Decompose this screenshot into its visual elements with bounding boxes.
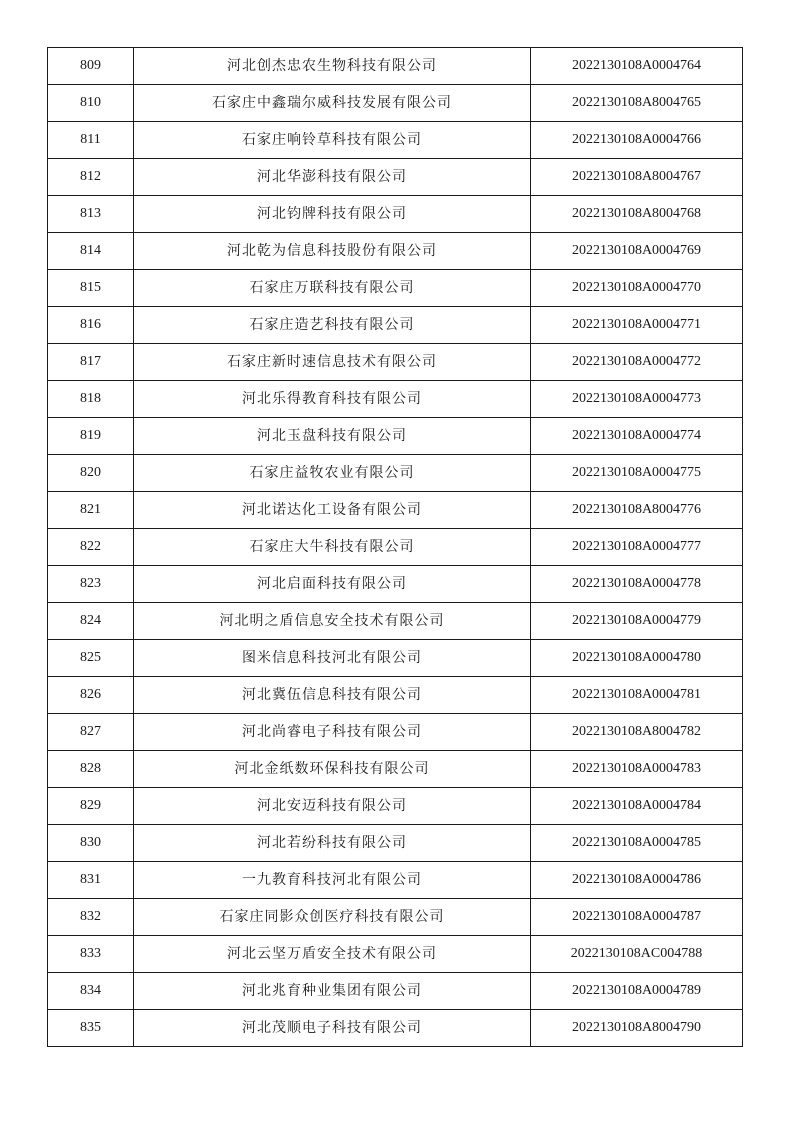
company-name-cell: 河北创杰忠农生物科技有限公司 <box>134 48 531 85</box>
company-name-cell: 石家庄中鑫瑞尔威科技发展有限公司 <box>134 85 531 122</box>
registration-code-cell: 2022130108A0004786 <box>531 862 743 899</box>
registration-code-cell: 2022130108A0004777 <box>531 529 743 566</box>
table-row <box>48 973 743 1010</box>
row-number-cell: 816 <box>48 307 134 344</box>
row-number-cell: 811 <box>48 122 134 159</box>
company-name-cell: 河北启面科技有限公司 <box>134 566 531 603</box>
company-name-cell: 石家庄万联科技有限公司 <box>134 270 531 307</box>
row-number-cell: 821 <box>48 492 134 529</box>
company-name-cell: 一九教育科技河北有限公司 <box>134 862 531 899</box>
table-row <box>48 603 743 640</box>
company-name-cell: 河北华澎科技有限公司 <box>134 159 531 196</box>
row-number-cell: 815 <box>48 270 134 307</box>
row-number-cell: 809 <box>48 48 134 85</box>
table-row <box>48 566 743 603</box>
registration-code-cell: 2022130108A0004784 <box>531 788 743 825</box>
table-row <box>48 233 743 270</box>
company-name-cell: 石家庄同影众创医疗科技有限公司 <box>134 899 531 936</box>
table-row <box>48 788 743 825</box>
registration-code-cell: 2022130108A0004764 <box>531 48 743 85</box>
registration-code-cell: 2022130108A0004772 <box>531 344 743 381</box>
company-name-cell: 河北若纷科技有限公司 <box>134 825 531 862</box>
row-number-cell: 813 <box>48 196 134 233</box>
company-name-cell: 石家庄益牧农业有限公司 <box>134 455 531 492</box>
company-name-cell: 河北云坚万盾安全技术有限公司 <box>134 936 531 973</box>
registration-code-cell: 2022130108A0004775 <box>531 455 743 492</box>
table-row <box>48 1010 743 1047</box>
row-number-cell: 832 <box>48 899 134 936</box>
registration-code-cell: 2022130108A8004776 <box>531 492 743 529</box>
company-name-cell: 图米信息科技河北有限公司 <box>134 640 531 677</box>
company-name-cell: 石家庄响铃草科技有限公司 <box>134 122 531 159</box>
registration-code-cell: 2022130108A0004769 <box>531 233 743 270</box>
registration-code-cell: 2022130108A0004787 <box>531 899 743 936</box>
row-number-cell: 820 <box>48 455 134 492</box>
table-row <box>48 862 743 899</box>
table-row <box>48 455 743 492</box>
table-row <box>48 85 743 122</box>
company-name-cell: 河北乾为信息科技股份有限公司 <box>134 233 531 270</box>
registration-code-cell: 2022130108A0004789 <box>531 973 743 1010</box>
company-name-cell: 河北诺达化工设备有限公司 <box>134 492 531 529</box>
company-name-cell: 石家庄新时速信息技术有限公司 <box>134 344 531 381</box>
table-row <box>48 492 743 529</box>
registration-code-cell: 2022130108A8004767 <box>531 159 743 196</box>
registration-code-cell: 2022130108AC004788 <box>531 936 743 973</box>
row-number-cell: 819 <box>48 418 134 455</box>
registration-code-cell: 2022130108A0004771 <box>531 307 743 344</box>
table-row <box>48 270 743 307</box>
company-name-cell: 河北茂顺电子科技有限公司 <box>134 1010 531 1047</box>
row-number-cell: 817 <box>48 344 134 381</box>
registration-code-cell: 2022130108A0004781 <box>531 677 743 714</box>
table-body <box>48 48 743 1047</box>
row-number-cell: 823 <box>48 566 134 603</box>
registration-code-cell: 2022130108A8004768 <box>531 196 743 233</box>
row-number-cell: 824 <box>48 603 134 640</box>
registration-code-cell: 2022130108A0004779 <box>531 603 743 640</box>
registration-code-cell: 2022130108A8004782 <box>531 714 743 751</box>
company-name-cell: 河北钧牌科技有限公司 <box>134 196 531 233</box>
row-number-cell: 827 <box>48 714 134 751</box>
row-number-cell: 818 <box>48 381 134 418</box>
table-row <box>48 196 743 233</box>
registration-code-cell: 2022130108A0004780 <box>531 640 743 677</box>
registration-code-cell: 2022130108A8004765 <box>531 85 743 122</box>
company-name-cell: 河北冀伍信息科技有限公司 <box>134 677 531 714</box>
registration-code-cell: 2022130108A0004783 <box>531 751 743 788</box>
row-number-cell: 825 <box>48 640 134 677</box>
table-row <box>48 159 743 196</box>
row-number-cell: 814 <box>48 233 134 270</box>
row-number-cell: 810 <box>48 85 134 122</box>
table-row <box>48 825 743 862</box>
row-number-cell: 828 <box>48 751 134 788</box>
registration-code-cell: 2022130108A0004770 <box>531 270 743 307</box>
company-name-cell: 河北尚睿电子科技有限公司 <box>134 714 531 751</box>
table-row <box>48 751 743 788</box>
registration-code-cell: 2022130108A8004790 <box>531 1010 743 1047</box>
registration-code-cell: 2022130108A0004774 <box>531 418 743 455</box>
table-row <box>48 381 743 418</box>
row-number-cell: 812 <box>48 159 134 196</box>
row-number-cell: 829 <box>48 788 134 825</box>
company-name-cell: 河北玉盘科技有限公司 <box>134 418 531 455</box>
table-row <box>48 677 743 714</box>
row-number-cell: 830 <box>48 825 134 862</box>
table-row <box>48 936 743 973</box>
company-name-cell: 河北兆育种业集团有限公司 <box>134 973 531 1010</box>
company-name-cell: 河北金纸数环保科技有限公司 <box>134 751 531 788</box>
row-number-cell: 834 <box>48 973 134 1010</box>
table-row <box>48 122 743 159</box>
company-roster-table <box>47 47 743 1047</box>
registration-code-cell: 2022130108A0004773 <box>531 381 743 418</box>
row-number-cell: 835 <box>48 1010 134 1047</box>
row-number-cell: 833 <box>48 936 134 973</box>
company-name-cell: 河北明之盾信息安全技术有限公司 <box>134 603 531 640</box>
company-name-cell: 河北安迈科技有限公司 <box>134 788 531 825</box>
table-row <box>48 640 743 677</box>
company-name-cell: 石家庄大牛科技有限公司 <box>134 529 531 566</box>
table-row <box>48 307 743 344</box>
table-row <box>48 418 743 455</box>
registration-code-cell: 2022130108A0004785 <box>531 825 743 862</box>
row-number-cell: 831 <box>48 862 134 899</box>
registration-code-cell: 2022130108A0004778 <box>531 566 743 603</box>
company-name-cell: 河北乐得教育科技有限公司 <box>134 381 531 418</box>
row-number-cell: 822 <box>48 529 134 566</box>
table-row <box>48 714 743 751</box>
company-name-cell: 石家庄造艺科技有限公司 <box>134 307 531 344</box>
table-row <box>48 899 743 936</box>
row-number-cell: 826 <box>48 677 134 714</box>
table-row <box>48 48 743 85</box>
registration-code-cell: 2022130108A0004766 <box>531 122 743 159</box>
table-row <box>48 344 743 381</box>
table-row <box>48 529 743 566</box>
